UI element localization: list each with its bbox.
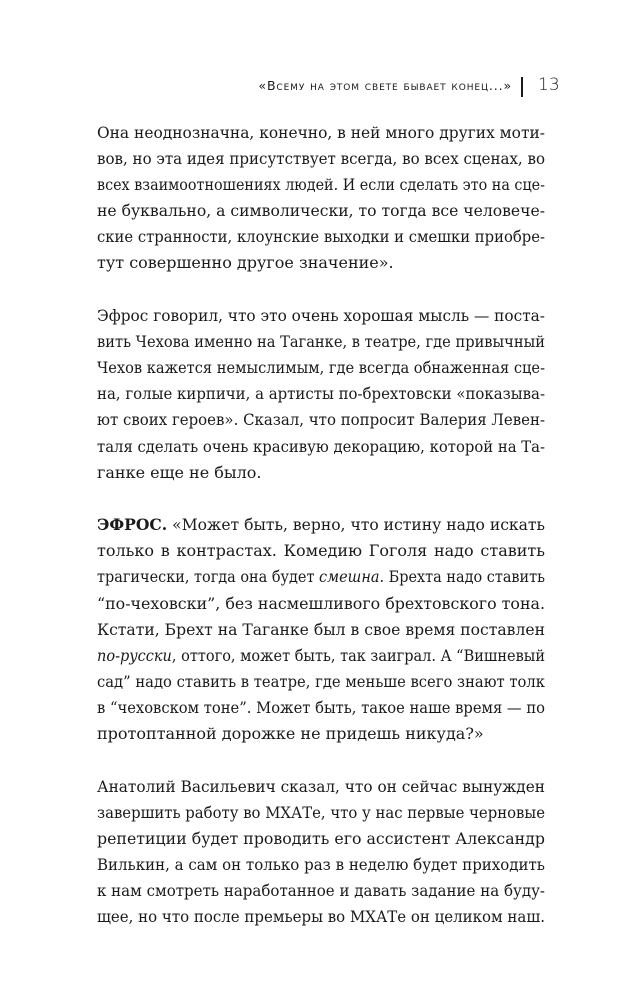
page-body [97,120,545,930]
text-line: сад” надо ставить в театре, где меньше всего знают толк [97,671,545,691]
text-line: щее, но что после премьеры во МХАТе он целиком наш. [97,907,545,927]
page-number: 13 [538,75,560,95]
paragraph-3-efros-quote [97,512,545,747]
text-fragment: , оттого, может быть, так заиграл. А “Вишневый [171,645,545,665]
paragraph-1 [97,120,545,277]
text-line: только в контрастах. Комедию Гоголя надо ставить [97,541,545,561]
text-line: репетиции будет проводить его ассистент Александр [97,828,545,848]
italic-text: по-русски [97,645,172,665]
text-line: “по-чеховски”, без насмешливого брехтовского тона. [97,593,545,613]
text-line: ют своих героев». Сказал, что попросит Валерия Левен- [97,410,545,430]
speaker-name: ЭФРОС. [97,515,168,535]
text-line: Кстати, Брехт на Таганке был в свое время поставлен [97,619,545,639]
italic-text: смешна [319,567,380,587]
text-fragment: . Брехта надо ставить [379,567,545,587]
text-line: не буквально, а символически, то тогда все человече- [97,201,545,221]
text-line: к нам смотреть наработанное и давать задание на буду- [97,880,545,900]
text-line: Вилькин, а сам он только раз в неделю будет приходить [97,854,545,874]
paragraph-4 [97,774,545,931]
text-line: таля сделать очень красивую декорацию, которой на Та- [97,436,545,456]
text-line [97,512,545,538]
text-line: вов, но эта идея присутствует всегда, во всех сценах, во [97,149,545,169]
text-fragment: «Может быть, верно, что истину надо искать [167,515,545,535]
text-line: вить Чехова именно на Таганке, в театре, где привычный [97,332,545,352]
running-header [0,74,644,100]
text-line: завершить работу во МХАТе, что у нас первые черновые [97,802,545,822]
text-line: на, голые кирпичи, а артисты по-брехтовски «показыва- [97,384,545,404]
text-line [97,564,545,590]
header-divider [521,77,523,97]
text-line: в “чеховском тоне”. Может быть, такое наше время — по [97,697,545,717]
running-title: «Всему на этом свете бывает конец...» [258,78,512,93]
text-line: протоптанной дорожке не придешь никуда?» [97,723,484,743]
text-line: всех взаимоотношениях людей. И если сделать это на сце- [97,175,545,195]
text-line: Чехов кажется немыслимым, где всегда обнаженная сце- [97,358,545,378]
text-line: ские странности, клоунские выходки и смешки приобре- [97,227,545,247]
text-line: Она неоднозначна, конечно, в ней много других моти- [97,123,545,142]
paragraph-2 [97,303,545,486]
text-line: ганке еще не было. [97,462,262,482]
text-line: Эфрос говорил, что это очень хорошая мысль — поста- [97,306,545,326]
text-fragment: трагически, тогда она будет [97,567,320,587]
text-line [97,643,545,669]
text-line: тут совершенно другое значение». [97,253,394,273]
text-line: Анатолий Васильевич сказал, что он сейчас вынужден [97,776,545,796]
